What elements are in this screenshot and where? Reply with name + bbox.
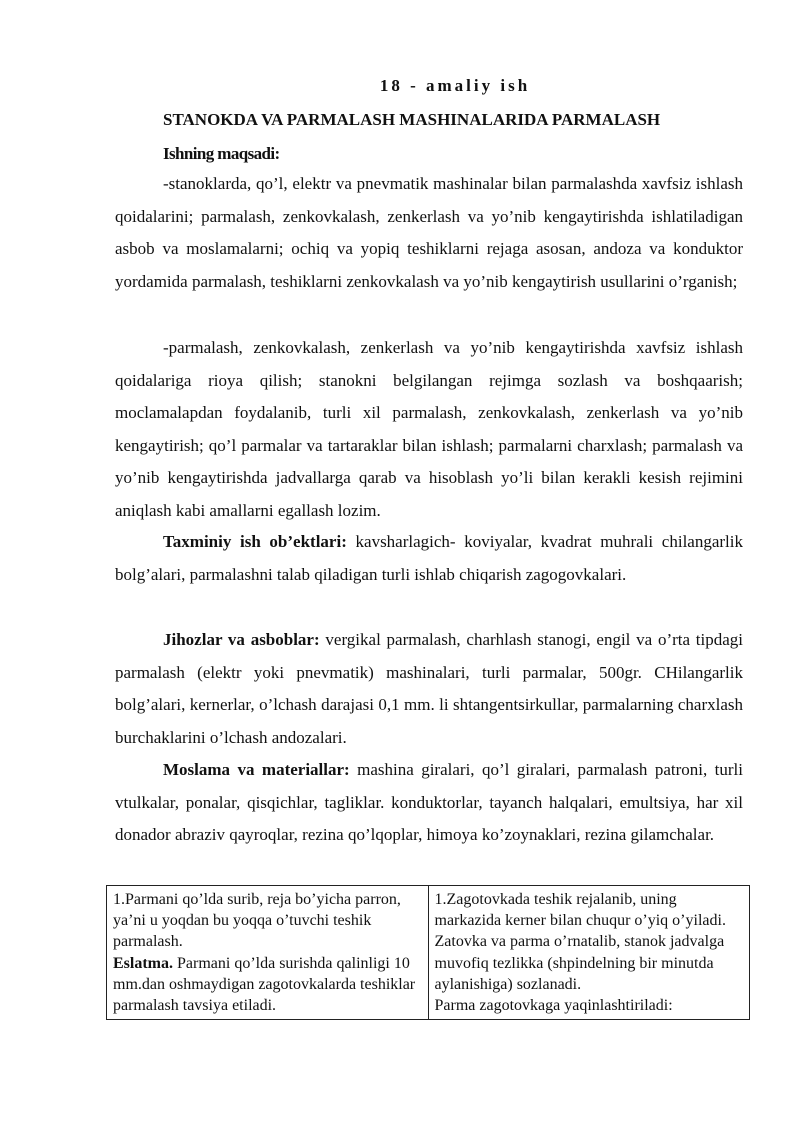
work-objects-text: kavsharlagich- koviyalar, kvadrat muhrali chilangarlik bolg’alari, parmalashni talab qiladigan turli ishlab chiqarish zagogovkalari. <box>115 532 743 584</box>
materials-paragraph <box>115 754 743 852</box>
materials-label: Moslama va materiallar: <box>163 760 350 779</box>
section-heading: STANOKDA VA PARMALASH MASHINALARIDA PARMALASH <box>163 110 661 129</box>
table-row <box>107 886 750 1020</box>
table-cell-left <box>107 886 429 1020</box>
note-label: Eslatma. <box>113 954 173 972</box>
equipment-text: vergikal parmalash, charhlash stanogi, engil va o’rta tipdagi parmalash (elektr yoki pnevmatik) mashinalari, turli parmalar, 500gr. CHilangarlik bolg’alari, kernerlar, o’lchash darajasi 0,1 mm. li shtangentsirkullar, parmalarning charxlash burchaklarini o’lchash andozalari. <box>115 630 744 747</box>
goal-paragraph-2: -parmalash, zenkovkalash, zenkerlash va yo’nib kengaytirishda xavfsiz ishlash qoidalariga rioya qilish; stanokni belgilangan rejimga sozlash va boshqaarish; moclamalapdan foydalanib, turli xil parmalash, zenkovkalash, zenkerlash va yo’nib kengaytirish; qo’l parmalar va tartaraklar bilan ishlash; parmalarni charxlash; parmalash va yo’nib kengaytirishda jadvallarga qarab va hisoblash yo’li bilan kerakli kesish rejimini aniqlash kabi amallarni egallash lozim. <box>115 338 743 520</box>
goal-label: Ishning maqsadi: <box>163 144 280 163</box>
equipment-label: Jihozlar va asboblar: <box>163 630 320 649</box>
goal-paragraph-1: -stanoklarda, qo’l, elektr va pnevmatik mashinalar bilan parmalashda xavfsiz ishlash qoidalarini; parmalash, zenkovkalash, zenkerlash va yo’nib kengaytirishda ishlatiladigan asbob va moslamalarni; ochiq va yopiq teshiklarni rejaga asosan, andoza va konduktor yordamida parmalash, teshiklarni zenkovkalash va yo’nib kengaytirish usullarini o’rganish; <box>115 174 743 291</box>
left-step-text: 1.Parmani qo’lda surib, reja bo’yicha parron, ya’ni u yoqdan bu yoqqa o’tuvchi teshik parmalash. <box>113 891 401 951</box>
table-cell-right <box>428 886 750 1020</box>
right-step-text-2: Parma zagotovkaga yaqinlashtiriladi: <box>434 997 673 1015</box>
page-title: 18 - amaliy ish <box>379 76 531 95</box>
equipment-paragraph <box>115 624 743 754</box>
materials-text: mashina giralari, qo’l giralari, parmalash patroni, turli vtulkalar, ponalar, qisqichlar, tagliklar. konduktorlar, tayanch halqalari, emultsiya, har xil donador abraziv qayroqlar, rezina qo’lqoplar, himoya ko’zoynaklari, rezina gilamchalar. <box>115 760 743 844</box>
right-step-text: 1.Zagotovkada teshik rejalanib, uning markazida kerner bilan chuqur o’yiq o’yiladi. Zatovka va parma o’rnatalib, stanok jadvalga muvofiq tezlikka (shpindelning bir minutda aylanishiga) sozlanadi. <box>434 891 726 993</box>
work-objects-paragraph <box>115 526 743 591</box>
work-objects-label: Taxminiy ish ob’ektlari: <box>163 532 347 551</box>
note-text: Parmani qo’lda surishda qalinligi 10 mm.dan oshmaydigan zagotovkalarda teshiklar parmalash tavsiya etiladi. <box>113 954 416 1015</box>
steps-table <box>106 885 750 1020</box>
